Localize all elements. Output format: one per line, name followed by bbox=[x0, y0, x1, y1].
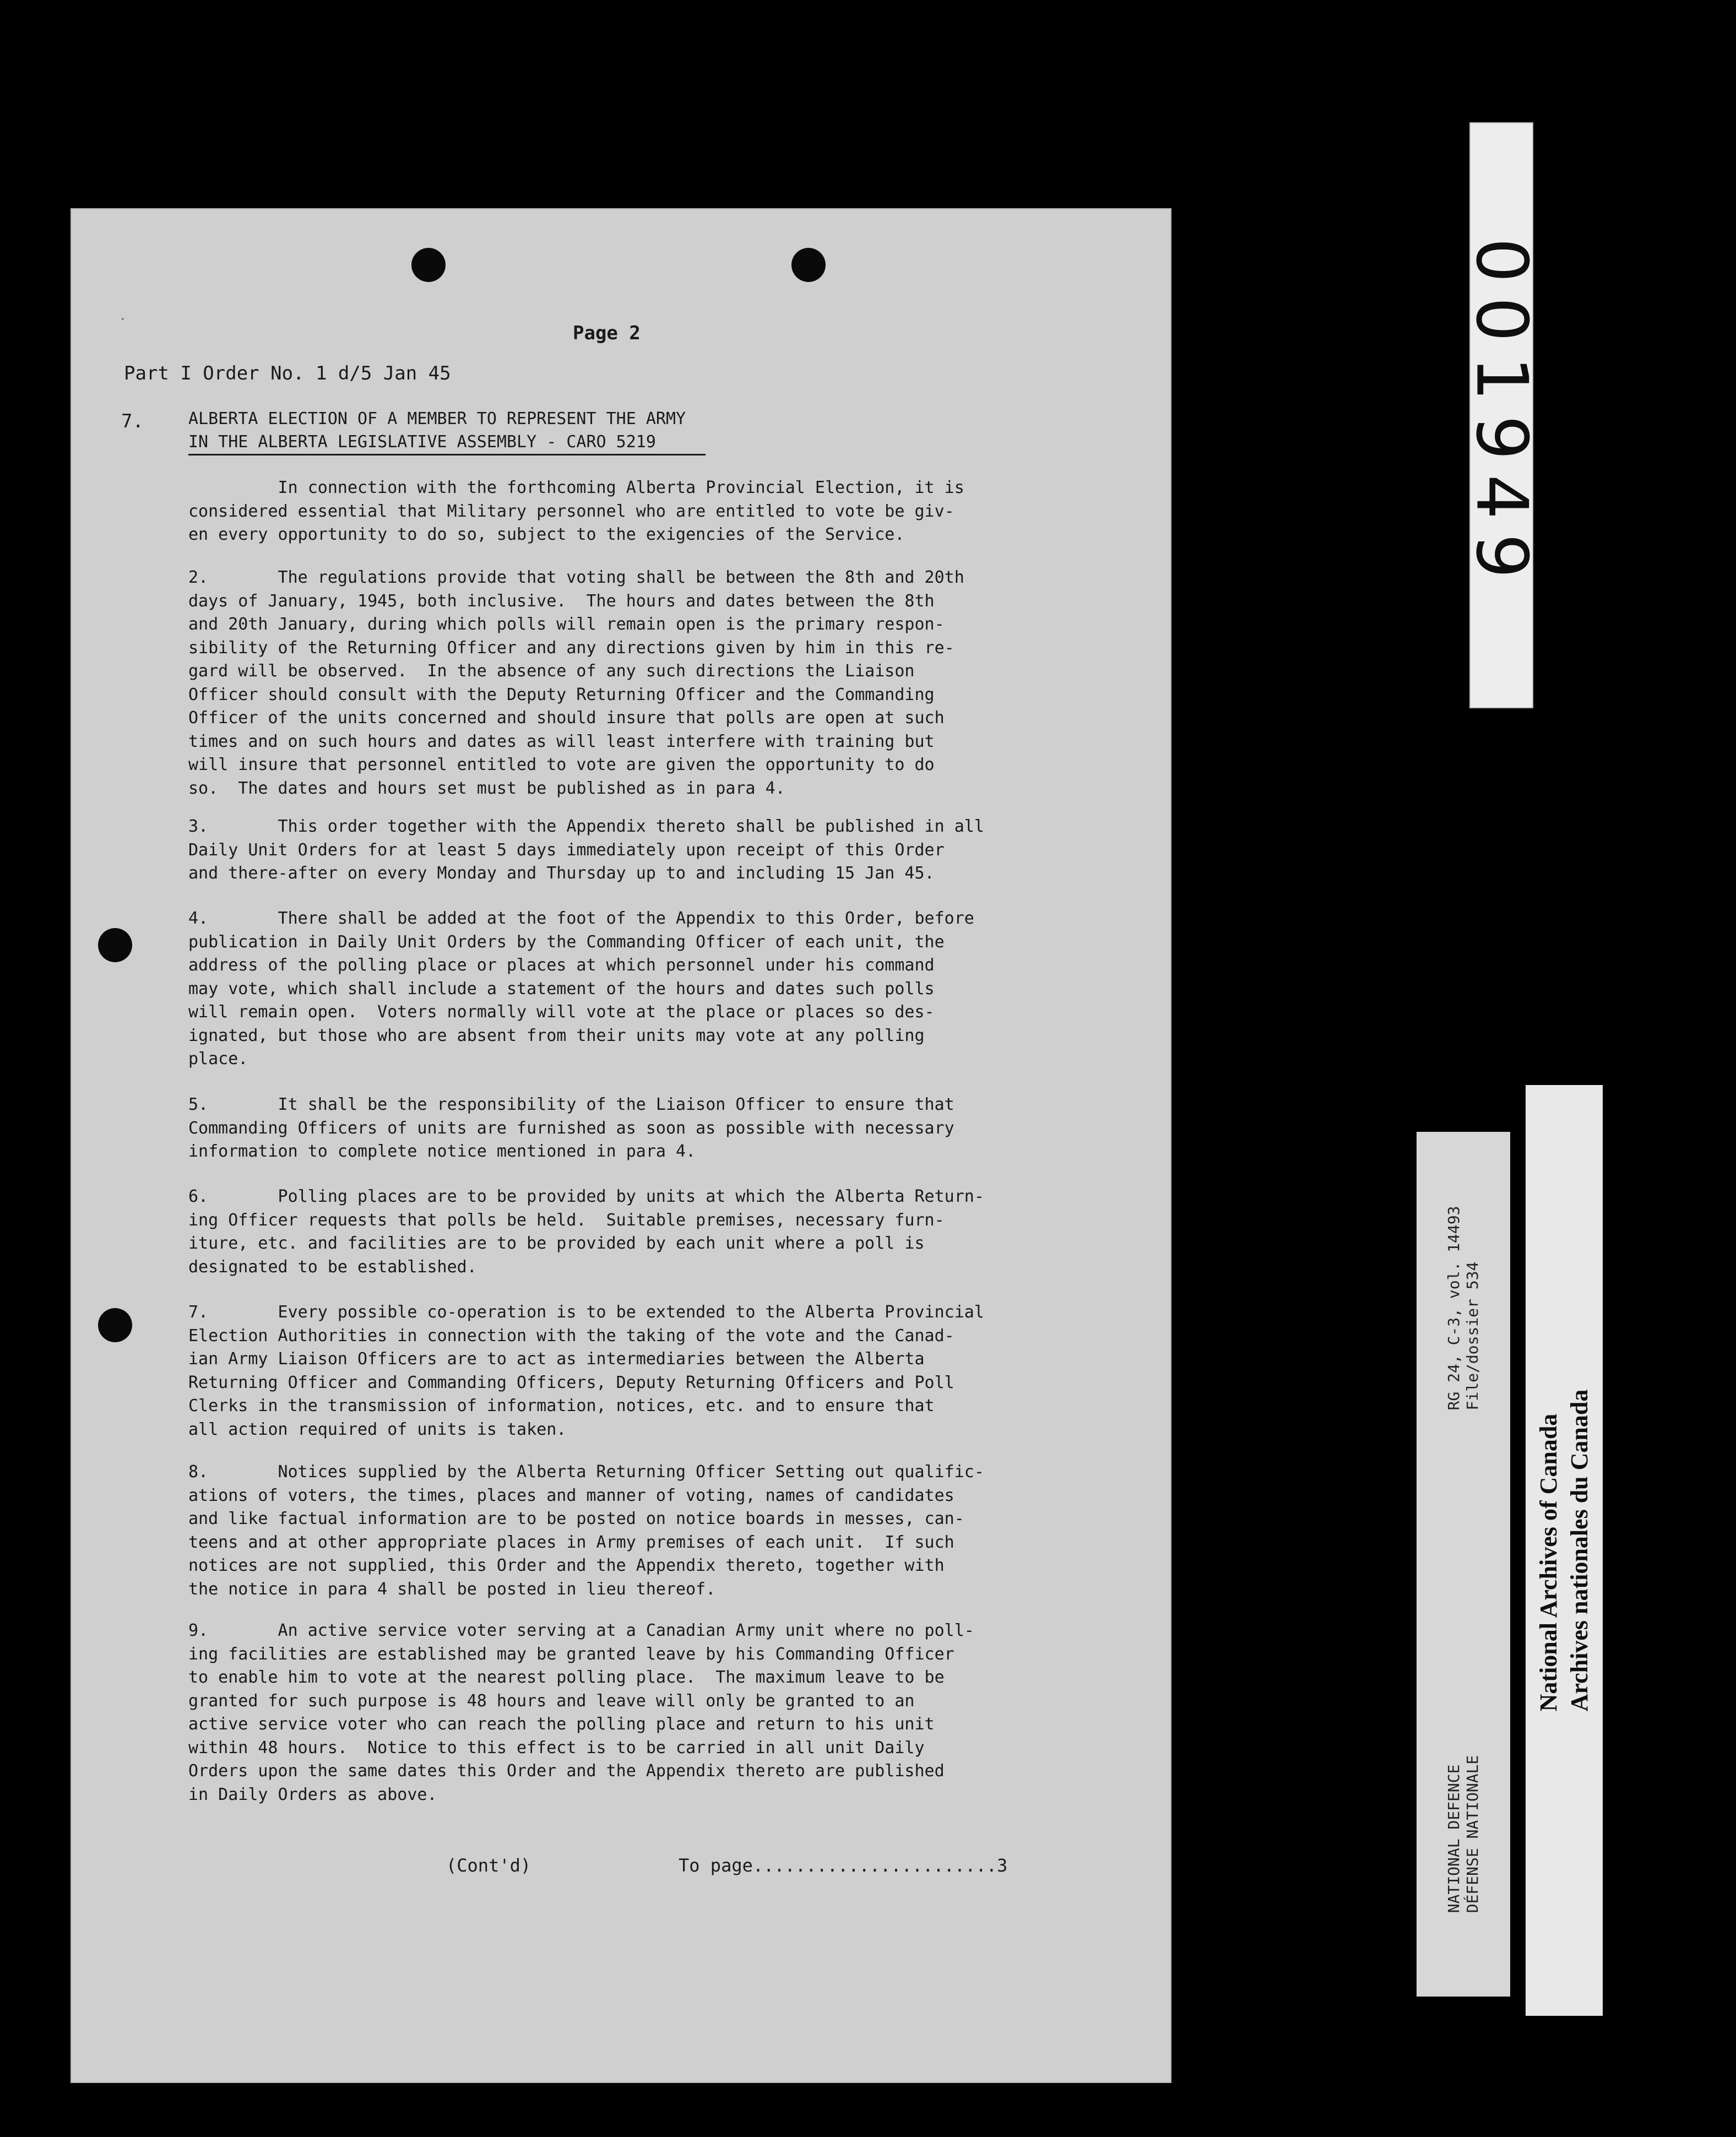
punch-hole-left-lower bbox=[98, 1308, 132, 1342]
punch-hole-top-left bbox=[411, 248, 446, 282]
document-page bbox=[70, 208, 1171, 2083]
paragraph-9: 9. An active service voter serving at a Canadian Army unit where no poll- ing facilities are established may be granted leave by his Commanding Officer to enable him to vote at the nearest polling place. The maximum leave to be granted for such purpose is 48 hours and leave will only be granted to an active service voter who can reach the polling place and return to his unit within 48 hours. Notice to this effect is to be carried in all unit Daily Orders upon the same dates this Order and the Appendix thereto are published in Daily Orders as above. bbox=[188, 1621, 974, 1804]
paragraph-7: 7. Every possible co-operation is to be extended to the Alberta Provincial Election Authorities in connection with the taking of the vote and the Canad- ian Army Liaison Officers are to act as intermediaries between the Alberta Returning Officer and Commanding Officers, Deputy Returning Officers and Poll Clerks in the transmission of information, notices, etc. and to ensure that all action required of units is taken. bbox=[188, 1303, 984, 1439]
paragraph-8: 8. Notices supplied by the Alberta Returning Officer Setting out qualific- ations of voters, the times, places and manner of voting, names of candidates and like factual information are to be posted on notice boards in messes, can- teens and at other appropriate places in Army premises of each unit. If such notices are not supplied, this Order and the Appendix thereto, together with the notice in para 4 shall be posted in lieu thereof. bbox=[188, 1462, 984, 1599]
paragraph-5: 5. It shall be the responsibility of the Liaison Officer to ensure that Commanding Officers of units are furnished as soon as possible with necessary information to complete notice mentioned in para 4. bbox=[188, 1095, 954, 1161]
order-reference: Part I Order No. 1 d/5 Jan 45 bbox=[124, 362, 451, 384]
archives-label-strip bbox=[1526, 1085, 1603, 2016]
paragraph-intro: In connection with the forthcoming Alberta Provincial Election, it is considered essential that Military personnel who are entitled to vote be giv- en every opportunity to do so, subject to the exigencies of the Service. bbox=[188, 478, 964, 544]
department-block bbox=[1417, 1685, 1510, 1983]
continued-note: (Cont'd) bbox=[446, 1855, 531, 1876]
paragraph-6: 6. Polling places are to be provided by units at which the Alberta Return- ing Officer requests that polls be held. Suitable premises, necessary furn- iture, etc. and facilities are to be provided by each unit where a poll is designated to be established. bbox=[188, 1187, 984, 1277]
record-group-reference: RG 24, C-3, vol. 14493 File/dossier 534 bbox=[1445, 1206, 1482, 1411]
heading-line-2: IN THE ALBERTA LEGISLATIVE ASSEMBLY - CARO 5219 bbox=[188, 431, 706, 455]
institution-name: National Archives of Canada Archives nationales du Canada bbox=[1535, 1389, 1593, 1712]
page-number: Page 2 bbox=[573, 322, 641, 344]
margin-mark: · bbox=[118, 311, 127, 328]
paragraph-4: 4. There shall be added at the foot of the Appendix to this Order, before publication in Daily Unit Orders by the Commanding Officer of each unit, the address of the polling place or places at which personnel under his command may vote, which shall include a statement of the hours and dates such polls will remain open. Voters normally will vote at the place or places so des- ignated, but those who are absent from their units may vote at any polling place. bbox=[188, 909, 974, 1068]
punch-hole-top-right bbox=[791, 248, 826, 282]
heading-line-1: ALBERTA ELECTION OF A MEMBER TO REPRESENT THE ARMY bbox=[188, 409, 686, 429]
paragraph-3: 3. This order together with the Appendix thereto shall be published in all Daily Unit Orders for at least 5 days immediately upon receipt of this Order and there-after on every Monday and Thursday up to and including 15 Jan 45. bbox=[188, 817, 984, 883]
document-number-stamp bbox=[1460, 122, 1543, 708]
department-name: NATIONAL DEFENCE DÉFENSE NATIONALE bbox=[1445, 1755, 1482, 1913]
punch-hole-left-upper bbox=[98, 928, 132, 962]
stamp-number: 001949 bbox=[1460, 237, 1543, 593]
paragraph-2: 2. The regulations provide that voting shall be between the 8th and 20th days of January, 1945, both inclusive. The hours and dates between the 8th and 20th January, during which polls will remain open is the primary respon- sibility of the Returning Officer and any directions given by him in this re- gard will be observed. In the absence of any such directions the Liaison Officer should consult with the Deputy Returning Officer and the Commanding Officer of the units concerned and should insure that polls are open at such times and on such hours and dates as will least interfere with training but will insure that personnel entitled to vote are given the opportunity to do so. The dates and hours set must be published as in para 4. bbox=[188, 568, 964, 798]
reference-block bbox=[1417, 1132, 1510, 1484]
section-heading bbox=[188, 408, 706, 455]
next-page-note: To page.......................3 bbox=[679, 1855, 1008, 1876]
section-number: 7. bbox=[121, 410, 144, 432]
